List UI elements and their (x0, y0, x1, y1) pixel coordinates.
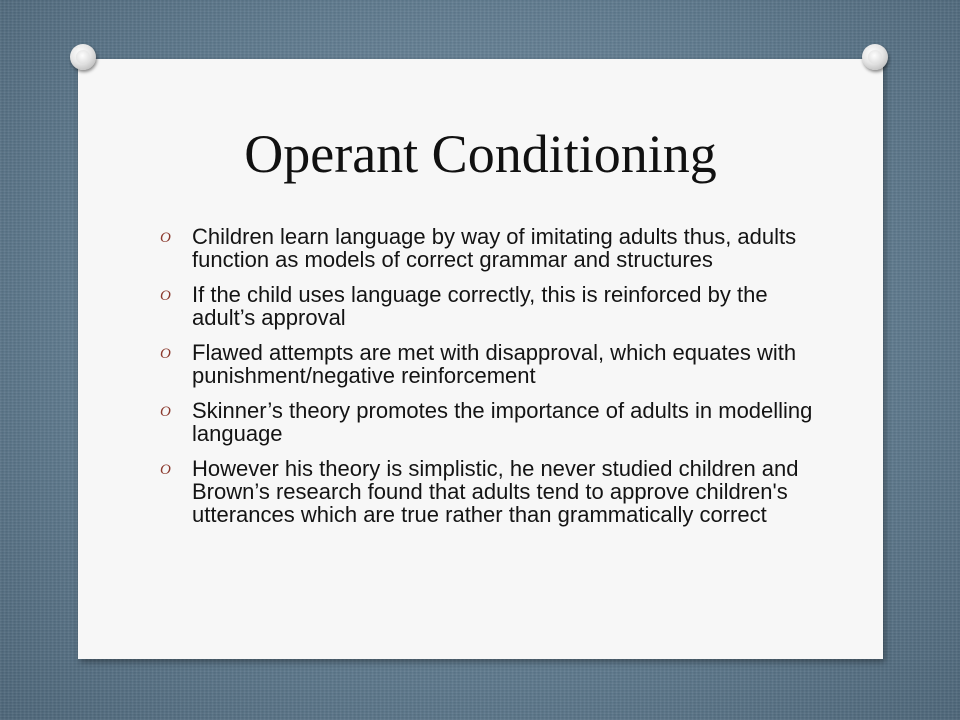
bullet-marker-icon: O (160, 404, 171, 420)
bullet-text: Children learn language by way of imitating adults thus, adults function as models of correct grammar and structures (192, 224, 797, 272)
bullet-item (160, 225, 825, 271)
bullet-list (160, 225, 825, 538)
bullet-marker-icon: O (160, 462, 171, 478)
bullet-text: However his theory is simplistic, he never studied children and Brown’s research found that adults tend to approve children's utterances which are true rather than grammatically correct (192, 456, 799, 527)
bullet-marker-icon: O (160, 346, 171, 362)
bullet-item (160, 341, 825, 387)
bullet-item (160, 399, 825, 445)
bullet-text: Skinner’s theory promotes the importance of adults in modelling language (192, 398, 813, 446)
bullet-marker-icon: O (160, 288, 171, 304)
bullet-text: If the child uses language correctly, this is reinforced by the adult’s approval (192, 282, 768, 330)
slide-title: Operant Conditioning (244, 124, 717, 184)
bullet-marker-icon: O (160, 230, 171, 246)
pushpin-icon (70, 44, 96, 70)
bullet-text: Flawed attempts are met with disapproval, which equates with punishment/negative reinforcement (192, 340, 797, 388)
bullet-item (160, 457, 825, 526)
pushpin-icon (862, 44, 888, 70)
bullet-item (160, 283, 825, 329)
